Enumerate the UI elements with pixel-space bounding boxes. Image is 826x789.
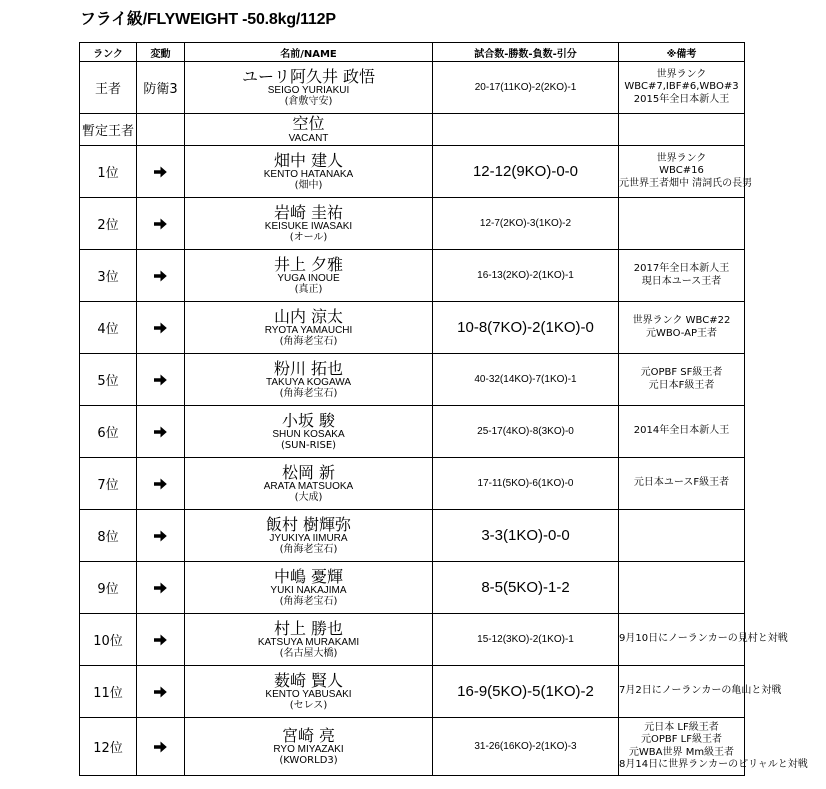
header-remarks: ※備考 bbox=[619, 43, 745, 62]
remark-line: 元OPBF LF級王者 bbox=[640, 734, 722, 745]
arrow-right-icon bbox=[154, 530, 167, 542]
boxer-name-en: YUGA INOUE bbox=[277, 273, 340, 285]
rank-cell: 10位 bbox=[80, 614, 137, 666]
table-row bbox=[80, 146, 745, 198]
arrow-right-icon bbox=[154, 741, 167, 753]
name-cell bbox=[185, 198, 433, 250]
remark-line: 8月14日に世界ランカーのピリャルと対戦 bbox=[619, 759, 808, 770]
record-cell: 31-26(16KO)-2(1KO)-3 bbox=[433, 718, 619, 776]
boxer-name-en: JYUKIYA IIMURA bbox=[269, 533, 348, 545]
remark-line: 元世界王者畑中 清詞氏の長男 bbox=[619, 177, 753, 189]
boxer-gym: (倉敷守安) bbox=[284, 96, 333, 108]
arrow-right-icon bbox=[154, 374, 167, 386]
rank-cell: 1位 bbox=[80, 146, 137, 198]
arrow-right-icon bbox=[154, 322, 167, 334]
change-text: 防衛3 bbox=[143, 82, 178, 97]
table-row bbox=[80, 458, 745, 510]
rank-cell: 3位 bbox=[80, 250, 137, 302]
change-cell bbox=[137, 458, 185, 510]
rank-cell: 暫定王者 bbox=[80, 114, 137, 146]
arrow-right-icon bbox=[154, 634, 167, 646]
name-cell bbox=[185, 114, 433, 146]
remark-line: 2017年全日本新人王 bbox=[633, 263, 730, 274]
remark-line: 元WBA世界 Mm級王者 bbox=[628, 746, 735, 758]
table-row bbox=[80, 406, 745, 458]
remark-line: 現日本ユース王者 bbox=[641, 275, 722, 287]
remarks-cell bbox=[619, 562, 745, 614]
record-cell: 16-13(2KO)-2(1KO)-1 bbox=[433, 250, 619, 302]
remark-line: 元日本 LF級王者 bbox=[644, 721, 719, 733]
remark-line: 元日本F級王者 bbox=[648, 379, 715, 391]
boxer-name-jp: ユーリ阿久井 政悟 bbox=[241, 66, 376, 86]
table-row bbox=[80, 666, 745, 718]
table-row bbox=[80, 198, 745, 250]
remarks-cell bbox=[619, 406, 745, 458]
name-cell bbox=[185, 146, 433, 198]
table-row bbox=[80, 614, 745, 666]
table-row bbox=[80, 62, 745, 114]
record-cell: 16-9(5KO)-5(1KO)-2 bbox=[433, 666, 619, 718]
remarks-cell bbox=[619, 718, 808, 776]
arrow-right-icon bbox=[154, 426, 167, 438]
header-change: 変動 bbox=[137, 43, 185, 62]
rank-cell: 11位 bbox=[80, 666, 137, 718]
boxer-name-jp: 松岡 新 bbox=[281, 462, 336, 482]
boxer-name-en: KENTO YABUSAKI bbox=[265, 689, 352, 701]
boxer-name-jp: 宮崎 亮 bbox=[281, 725, 336, 745]
ranking-table bbox=[79, 42, 808, 776]
boxer-name-en: TAKUYA KOGAWA bbox=[265, 377, 351, 389]
change-cell bbox=[137, 114, 185, 146]
arrow-right-icon bbox=[154, 686, 167, 698]
remark-line: 元日本ユースF級王者 bbox=[633, 477, 730, 489]
name-cell bbox=[185, 718, 433, 776]
change-cell bbox=[137, 146, 185, 198]
table-row bbox=[80, 562, 745, 614]
remark-line: 9月10日にノーランカーの見村と対戦 bbox=[619, 633, 788, 645]
boxer-name-en: KEISUKE IWASAKI bbox=[264, 221, 353, 233]
boxer-name-jp: 粉川 拓也 bbox=[273, 358, 344, 378]
remarks-cell bbox=[619, 510, 745, 562]
change-cell bbox=[137, 562, 185, 614]
boxer-name-jp: 薮崎 賢人 bbox=[273, 670, 344, 690]
name-cell bbox=[185, 250, 433, 302]
name-cell bbox=[185, 510, 433, 562]
name-cell bbox=[185, 458, 433, 510]
record-cell: 10-8(7KO)-2(1KO)-0 bbox=[433, 302, 619, 354]
record-cell: 3-3(1KO)-0-0 bbox=[433, 510, 619, 562]
remarks-cell bbox=[619, 614, 788, 666]
page-title: フライ級/FLYWEIGHT -50.8kg/112P bbox=[80, 11, 336, 28]
boxer-name-jp: 井上 夕雅 bbox=[273, 254, 344, 274]
change-cell bbox=[137, 406, 185, 458]
rank-cell: 4位 bbox=[80, 302, 137, 354]
arrow-right-icon bbox=[154, 582, 167, 594]
remarks-cell bbox=[619, 146, 753, 198]
change-cell bbox=[137, 354, 185, 406]
remark-line: WBC#16 bbox=[659, 165, 704, 177]
boxer-name-jp: 中嶋 憂輝 bbox=[273, 566, 344, 586]
remark-line: WBC#7,IBF#6,WBO#3 bbox=[624, 81, 739, 93]
record-cell bbox=[433, 114, 619, 146]
change-cell bbox=[137, 250, 185, 302]
remark-line: 世界ランク WBC#22 bbox=[632, 315, 731, 326]
rank-cell: 王者 bbox=[80, 62, 137, 114]
name-cell bbox=[185, 406, 433, 458]
record-cell: 17-11(5KO)-6(1KO)-0 bbox=[433, 458, 619, 510]
boxer-gym: (角海老宝石) bbox=[279, 596, 338, 608]
arrow-right-icon bbox=[154, 270, 167, 282]
record-cell: 15-12(3KO)-2(1KO)-1 bbox=[433, 614, 619, 666]
record-cell: 12-7(2KO)-3(1KO)-2 bbox=[433, 198, 619, 250]
boxer-name-en: ARATA MATSUOKA bbox=[263, 481, 354, 493]
boxer-gym: (真正) bbox=[294, 284, 323, 296]
boxer-name-jp: 山内 涼太 bbox=[273, 306, 344, 326]
change-cell bbox=[137, 718, 185, 776]
boxer-gym: (SUN-RISE) bbox=[280, 440, 337, 452]
header-record: 試合数-勝数-負数-引分 bbox=[433, 43, 619, 62]
remarks-cell bbox=[619, 354, 745, 406]
boxer-gym: (大成) bbox=[294, 492, 323, 504]
boxer-gym: (オール) bbox=[289, 232, 328, 244]
remark-line: 元OPBF SF級王者 bbox=[640, 367, 723, 378]
boxer-name-jp: 飯村 樹輝弥 bbox=[265, 514, 352, 534]
boxer-name-en: KATSUYA MURAKAMI bbox=[257, 637, 360, 649]
boxer-name-jp: 畑中 建人 bbox=[273, 150, 344, 170]
remark-line: 世界ランク bbox=[656, 152, 707, 164]
change-cell bbox=[137, 510, 185, 562]
record-cell: 8-5(5KO)-1-2 bbox=[433, 562, 619, 614]
table-row bbox=[80, 718, 745, 776]
boxer-name-en: YUKI NAKAJIMA bbox=[270, 585, 347, 597]
boxer-name-en: RYOTA YAMAUCHI bbox=[264, 325, 353, 337]
rank-cell: 8位 bbox=[80, 510, 137, 562]
header-row bbox=[80, 43, 745, 62]
rank-cell: 7位 bbox=[80, 458, 137, 510]
change-cell bbox=[137, 614, 185, 666]
record-cell: 25-17(4KO)-8(3KO)-0 bbox=[433, 406, 619, 458]
name-cell bbox=[185, 62, 433, 114]
boxer-name-jp: 空位 bbox=[292, 114, 325, 134]
name-cell bbox=[185, 302, 433, 354]
header-name: 名前/NAME bbox=[185, 43, 433, 62]
name-cell bbox=[185, 666, 433, 718]
record-cell: 20-17(11KO)-2(2KO)-1 bbox=[433, 62, 619, 114]
name-cell bbox=[185, 562, 433, 614]
name-cell bbox=[185, 354, 433, 406]
remarks-cell bbox=[619, 114, 745, 146]
remarks-cell bbox=[619, 302, 745, 354]
record-cell: 40-32(14KO)-7(1KO)-1 bbox=[433, 354, 619, 406]
boxer-name-jp: 小坂 駿 bbox=[281, 410, 336, 430]
remark-line: 元WBO-AP王者 bbox=[646, 327, 717, 339]
boxer-name-jp: 岩崎 圭祐 bbox=[273, 202, 344, 222]
boxer-name-en: VACANT bbox=[288, 132, 329, 144]
arrow-right-icon bbox=[154, 166, 167, 178]
boxer-gym: (セレス) bbox=[289, 700, 328, 712]
change-cell bbox=[137, 62, 185, 114]
remark-line: 7月2日にノーランカーの亀山と対戦 bbox=[619, 685, 782, 697]
remarks-cell bbox=[619, 250, 745, 302]
remark-line: 2015年全日本新人王 bbox=[633, 93, 730, 105]
boxer-gym: (名古屋大橋) bbox=[279, 648, 338, 660]
boxer-gym: (KWORLD3) bbox=[279, 755, 338, 767]
boxer-name-en: SEIGO YURIAKUI bbox=[267, 85, 350, 97]
table-row bbox=[80, 114, 745, 146]
boxer-name-jp: 村上 勝也 bbox=[273, 618, 344, 638]
arrow-right-icon bbox=[154, 218, 167, 230]
rank-cell: 12位 bbox=[80, 718, 137, 776]
table-row bbox=[80, 250, 745, 302]
rank-cell: 5位 bbox=[80, 354, 137, 406]
header-rank: ランク bbox=[80, 43, 137, 62]
boxer-name-en: KENTO HATANAKA bbox=[263, 169, 354, 181]
boxer-gym: (畑中) bbox=[294, 180, 323, 192]
name-cell bbox=[185, 614, 433, 666]
boxer-gym: (角海老宝石) bbox=[279, 336, 338, 348]
boxer-gym: (角海老宝石) bbox=[279, 544, 338, 556]
remarks-cell bbox=[619, 62, 745, 114]
boxer-name-en: SHUN KOSAKA bbox=[272, 429, 345, 441]
record-cell: 12-12(9KO)-0-0 bbox=[433, 146, 619, 198]
remark-line: 世界ランク bbox=[656, 68, 707, 80]
change-cell bbox=[137, 666, 185, 718]
rank-cell: 2位 bbox=[80, 198, 137, 250]
table-row bbox=[80, 302, 745, 354]
remarks-cell bbox=[619, 666, 782, 718]
remarks-cell bbox=[619, 198, 745, 250]
remark-line: 2014年全日本新人王 bbox=[633, 425, 730, 437]
arrow-right-icon bbox=[154, 478, 167, 490]
remarks-cell bbox=[619, 458, 745, 510]
rank-cell: 9位 bbox=[80, 562, 137, 614]
change-cell bbox=[137, 198, 185, 250]
table-row bbox=[80, 510, 745, 562]
boxer-gym: (角海老宝石) bbox=[279, 388, 338, 400]
change-cell bbox=[137, 302, 185, 354]
boxer-name-en: RYO MIYAZAKI bbox=[273, 744, 344, 756]
table-row bbox=[80, 354, 745, 406]
rank-cell: 6位 bbox=[80, 406, 137, 458]
